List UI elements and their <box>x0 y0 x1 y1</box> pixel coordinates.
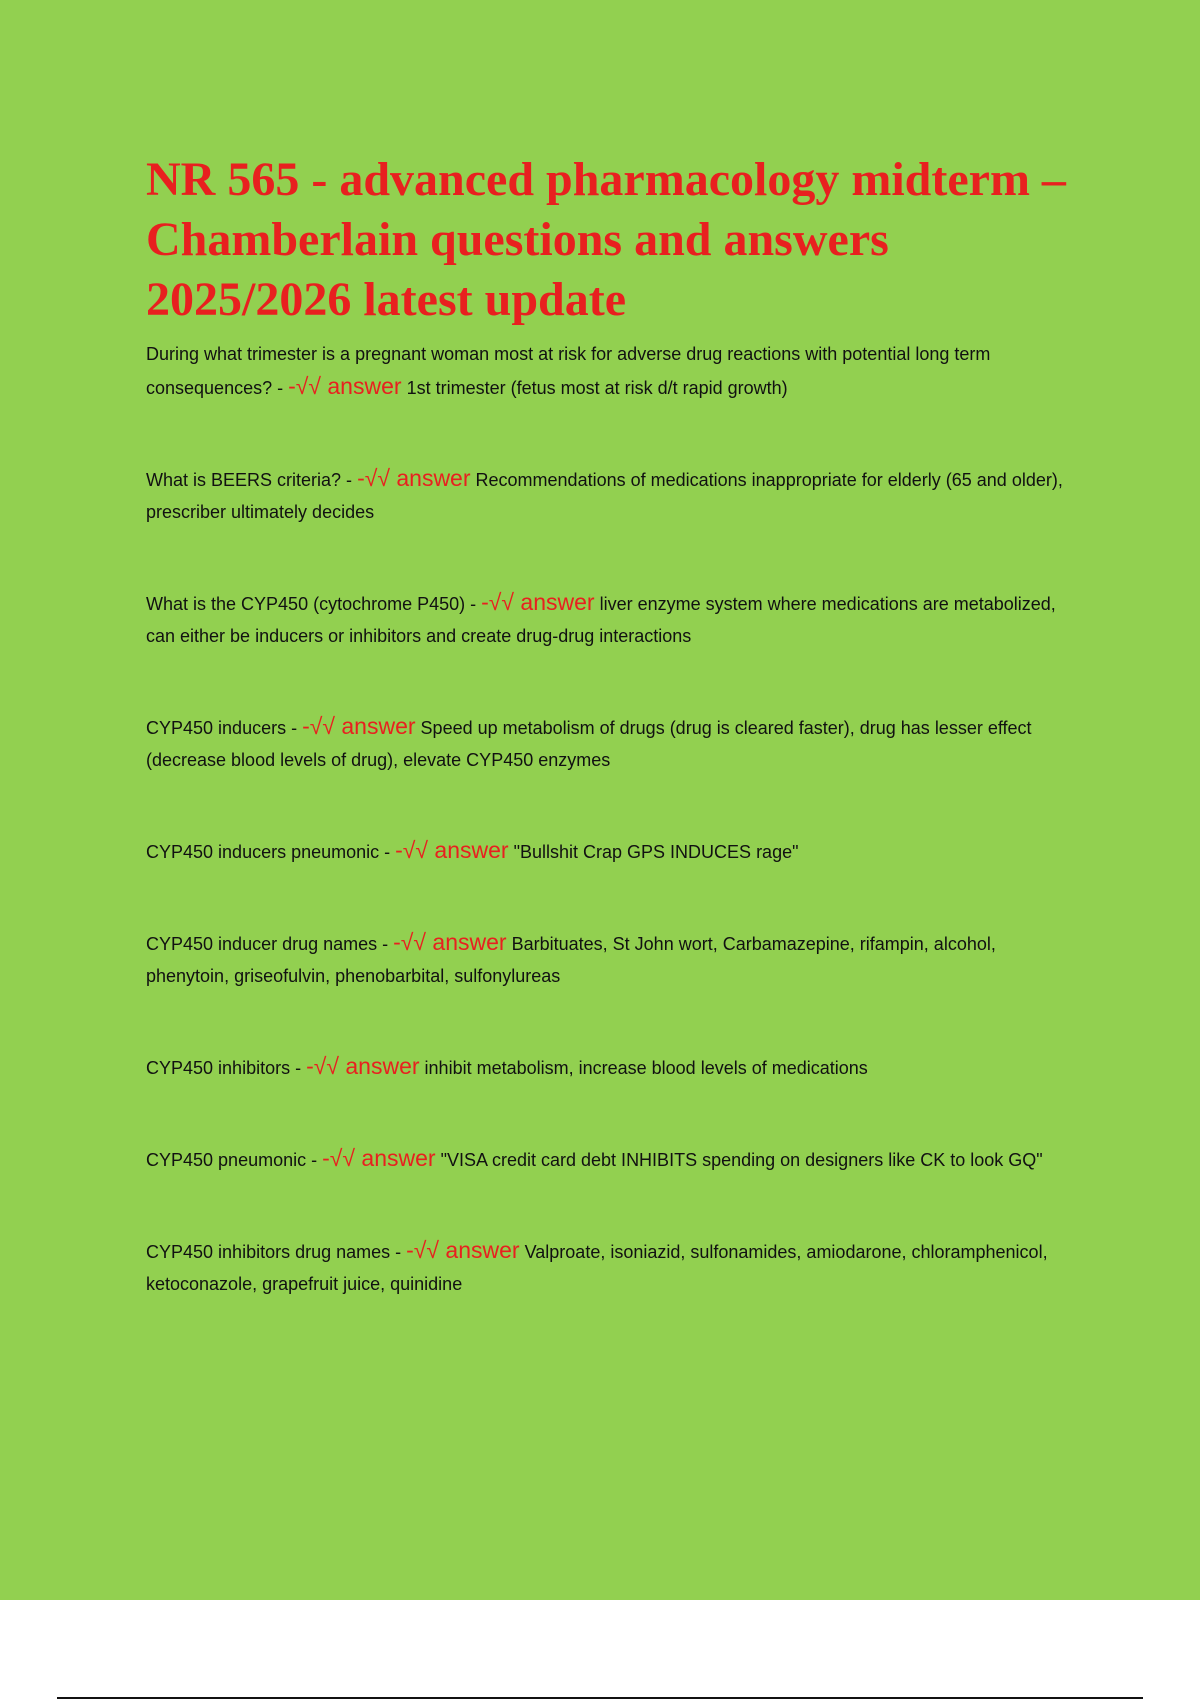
qa-question: CYP450 pneumonic - <box>146 1150 323 1170</box>
qa-question: CYP450 inhibitors - <box>146 1058 307 1078</box>
qa-answer: Valproate, isoniazid, sulfonamides, amiodarone, chloramphenicol, ketoconazole, grapefruit juice, quinidine <box>146 1242 1048 1294</box>
qa-question: What is BEERS criteria? - <box>146 470 358 490</box>
qa-item <box>146 1050 1076 1084</box>
qa-answer: inhibit metabolism, increase blood levels of medications <box>424 1058 868 1078</box>
qa-answer: Recommendations of medications inappropriate for elderly (65 and older), prescriber ultimately decides <box>146 470 1063 522</box>
qa-question: CYP450 inhibitors drug names - <box>146 1242 407 1262</box>
document-title: NR 565 - advanced pharmacology midterm – Chamberlain questions and answers 2025/2026 latest update <box>146 153 1066 326</box>
qa-item <box>146 834 1076 868</box>
answer-marker: -√√ answer <box>393 929 507 955</box>
answer-marker: -√√ answer <box>302 713 416 739</box>
qa-item <box>146 1142 1076 1176</box>
answer-marker: -√√ answer <box>406 1237 520 1263</box>
document-content <box>146 150 1076 1300</box>
qa-answer: "VISA credit card debt INHIBITS spending on designers like CK to look GQ" <box>440 1150 1043 1170</box>
qa-item <box>146 1234 1076 1300</box>
answer-marker: -√√ answer <box>357 465 471 491</box>
qa-item <box>146 338 1076 404</box>
qa-answer: "Bullshit Crap GPS INDUCES rage" <box>513 842 799 862</box>
answer-marker: -√√ answer <box>306 1053 420 1079</box>
qa-item <box>146 710 1076 776</box>
qa-question: During what trimester is a pregnant woman most at risk for adverse drug reactions with potential long term consequences? - <box>146 344 991 398</box>
qa-item <box>146 926 1076 992</box>
answer-marker: -√√ answer <box>395 837 509 863</box>
qa-answer: 1st trimester (fetus most at risk d/t rapid growth) <box>406 378 788 398</box>
qa-answer: liver enzyme system where medications are metabolized, can either be inducers or inhibitors and create drug-drug interactions <box>146 594 1056 646</box>
answer-marker: -√√ answer <box>322 1145 436 1171</box>
answer-marker: -√√ answer <box>481 589 595 615</box>
qa-question: What is the CYP450 (cytochrome P450) - <box>146 594 482 614</box>
qa-question: CYP450 inducers pneumonic - <box>146 842 396 862</box>
footer-rule <box>57 1697 1143 1699</box>
qa-item <box>146 586 1076 652</box>
qa-question: CYP450 inducer drug names - <box>146 934 394 954</box>
qa-item <box>146 462 1076 528</box>
qa-answer: Speed up metabolism of drugs (drug is cleared faster), drug has lesser effect (decrease blood levels of drug), elevate CYP450 enzymes <box>146 718 1032 770</box>
qa-question: CYP450 inducers - <box>146 718 303 738</box>
answer-marker: -√√ answer <box>288 373 402 399</box>
qa-answer: Barbituates, St John wort, Carbamazepine, rifampin, alcohol, phenytoin, griseofulvin, phenobarbital, sulfonylureas <box>146 934 996 986</box>
